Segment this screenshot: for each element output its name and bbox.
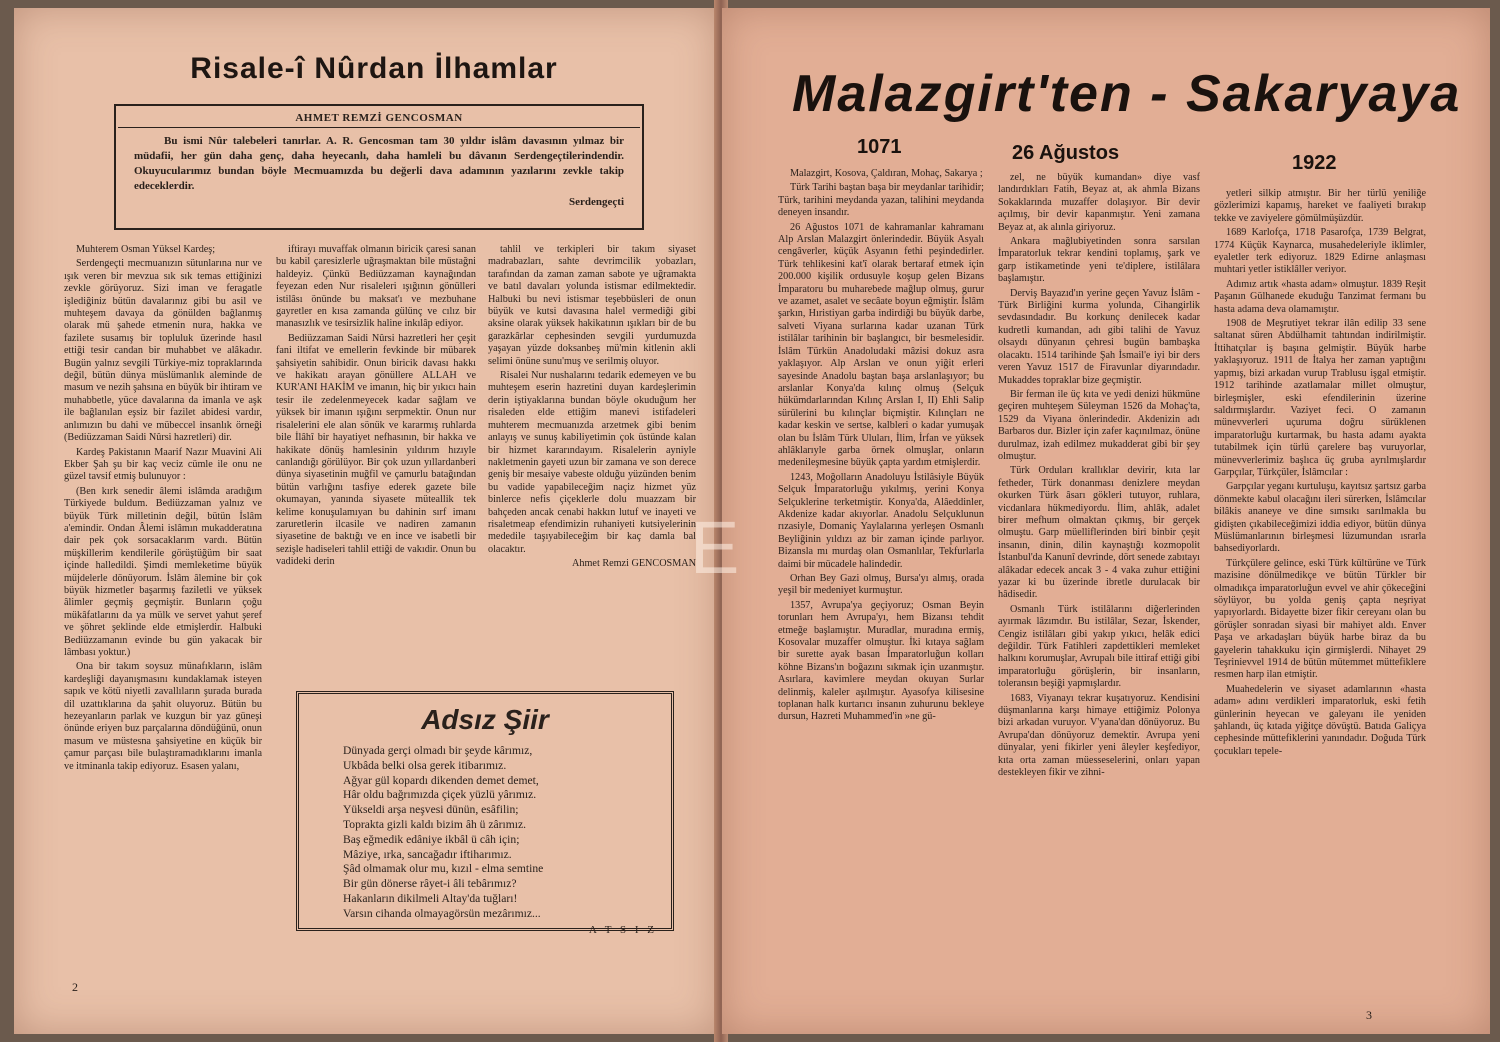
paragraph: (Ben kırk senedir âlemi islâmda aradığım Türkiyede buldum. Bediüzzaman yalnız ve büyük Türk milletinin değil, bütün İslâm a'emindir. Ondan Âlemi islâmın mukadderatına dair pek çok sorsacaklarım vardı. Bütün müşkillerim kendilerile görüştüğüm bir saat içinde halledildi. Şimdi memleketime büyük müjdelerle dönüyorum. İslâm âlemine bir çok büyük hizmetler başarmış faziletli ve yüksek âlimler geçmiş geçmiştir. Bunların çoğu mükâfatlarını da ya mülk ve servet yahut şeref ve şöhret şeklinde elde etmişlerdir. Halbuki Bediüzzamanın evinde bu gün yakacak bir lâmbası yoktur.) [64, 485, 262, 658]
paragraph: Kardeş Pakistanın Maarif Nazır Muavini Ali Ekber Şah şu bir kaç veciz cümle ile onu ne güzel tavsif etmiş bulunuyor : [64, 446, 262, 483]
paragraph: Muhterem Osman Yüksel Kardeş; [76, 244, 216, 255]
intro-signature: Serdengeçti [569, 196, 624, 208]
paragraph: Risalei Nur nushalarını tedarik edemeyen ve bu muhteşem eserin hazretini duyan kardeşlerimin derin iştiyaklarına bundan böyle okuduğum her risaleden elde ettiğim manevi istifadeleri muhterem mecmuanızda arzetmek gibi benim anlayış ve sunuş kabiliyetimin çok üstünde kalan bir hizmet kararındayım. Risalelerin ayniyle nakletmenin gayeti uzun bir zamana ve son derece geniş bir mesaiye vabeste olduğu yüzünden benim bu vadide yapabileceğim naçiz hizmet yüz binlerce nefis çiçeklerle dolu muazzam bir bahçeden ancak cenabi hakkın lutuf ve inayeti ve risaletmeap efendimizin ruhaniyeti kutsiyelerinin mededile taşıyabileceğim bir kaç damla bal olacaktır. [488, 370, 696, 555]
paragraph: Türkçülere gelince, eski Türk kültürüne ve Türk mazisine dönülmedikçe ve bütün Türkler bir olmadıkça imparatorluğun evvel ve ahir çökeceğini söylüyor, bu yolda geniş çapta neşriyat yapıyorlardı. Bidayette bizer fikir cereyanı olan bu görüşler sonradan siyasi bir mahiyet aldı. Enver Paşa ve arkadaşları büyük harbe biraz da bu gayelerin tahakkuku için girmişlerdi. Nihayet 29 Teşrinievvel 1914 de bütün mütemmet müttefiklere resmen harp ilan etmiştir. [1214, 557, 1426, 681]
intro-box [114, 104, 644, 230]
poem-line: Yükseldi arşa neşvesi dünün, esâfilin; [343, 803, 519, 817]
left-page [14, 8, 718, 1034]
paragraph: iftirayı muvaffak olmanın biricik çaresi sanan bu kabil çaresizlerle uğraşmaktan bile müstağni haldeyiz. Çünkü Bediüzzaman kaynağından feyezan eden Nur risaleleri ışığının gönülleri istilâsı önünde bu maksat'ı ve mezbuhane gayretler en kısa zamanda gülünç ve cılız bir manasızlık ve tesirsizlik haline inkılâp ediyor. [276, 244, 476, 330]
year-right: 1922 [1292, 152, 1337, 174]
page-number: 3 [1366, 1008, 1372, 1022]
right-page [722, 8, 1490, 1034]
poem-line: Varsın cihanda olmayagörsün mezârımız... [343, 906, 541, 920]
intro-text: Bu ismi Nûr talebeleri tanırlar. A. R. Gencosman tam 30 yıldır islâm davasının yılmaz bir müdafii, her gün daha genç, daha heyecanlı, daha hamleli bu dâvanın Serdengeçtilerindendir. Okuyucularımız bundan böyle Mecmuamızda bu değerli dava adamının yazılarını zevkle takip edeceklerdir. [134, 135, 624, 192]
poem-line: Hâr oldu bağrımızda çiçek yüzlü yârımız. [343, 788, 537, 802]
paragraph: Muahedelerin ve siyaset adamlarının «hasta adam» adını verdikleri imparatorluk, eski fetih günlerinin heyecan ve galeyanı ile yeniden şahlandı, üç kıtada yiğitçe dövüştü. Batıda Galiçya cephesinde müttefiklerini yanındadır. Doğuda Türk çocukları tepele- [1214, 683, 1426, 757]
date-center: 26 Ağustos [1012, 142, 1120, 164]
year-left: 1071 [857, 136, 902, 158]
paragraph: 1357, Avrupa'ya geçiyoruz; Osman Beyin torunları hem Avrupa'yı, hem Bizansı tehdit etmeğe başlamıştır. Muradlar, muradına ermiş, Kosovalar muzaffer olmuştur. İki kıtaya sağlam bir surette ayak basan İmparatorluğun kolları köhne Bizans'ın boğazını sıkmak için uzanmıştır. Asırlara, kavimlere meydan okuyan Surlar delinmiş, kaleler aşılmıştır. Ayasofya kilisesine toplanan halk kurtarıcı insanın zuhurunu bekleye dursun, Hazreti Muhammed'in »ne gü- [778, 599, 984, 723]
poem-line: Hakanların dikilmeli Altay'da tuğları! [343, 891, 518, 905]
paragraph: yetleri silkip atmıştır. Bir her türlü yeniliğe gözlerimizi kapamış, hareket ve faaliyeti bırakıp tekke ve zaviyelere gömülmüşüzdür. [1214, 188, 1426, 224]
intro-author: AHMET REMZİ GENCOSMAN [118, 112, 640, 128]
paragraph: Türk Tarihi baştan başa bir meydanlar tarihidir; Türk, tarihini meydanda yazan, talihini meydanda deneyen insandır. [778, 182, 984, 219]
paragraph: Garpçılar yeganı kurtuluşu, kayıtsız şartsız garba dönmekte kabul olacağını ileri sürerken, İslâmcılar bilâkis ananeye ve dine sımsıkı sarılmakla bu gidişten çıkabileceğimizi iddia ediyor, bütün dünya Müslümanlarının birleşmesi lüzumundan ısrarla bahsediyorlardı. [1214, 481, 1426, 555]
paragraph: 1683, Viyanayı tekrar kuşatıyoruz. Kendisini düşmanlarına karşı himaye ettiğimiz Polonya bizi arkadan vuruyor. V'yana'dan dönüyoruz. Bu Avrupa'dan dönüyoruz demektir. Avrupa yeni dünyalar, yeni fikirler yeni âleyler keşfediyor, kıta orta zaman müesseselerini, onları yapan destekleyen fikir ve zihni- [998, 692, 1200, 779]
poem-line: Ukbâda belki olsa gerek itibarımız. [343, 758, 507, 772]
paragraph: Orhan Bey Gazi olmuş, Bursa'yı almış, orada yeşil bir medeniyet kurmuştur. [778, 573, 984, 597]
paragraph: Adımız artık «hasta adam» olmuştur. 1839 Reşit Paşanın Gülhanede ekuduğu Tanzimat fermanı bu hasta adama deva olamamıştır. [1214, 278, 1426, 315]
left-column-3 [488, 244, 696, 680]
paragraph: 1243, Moğolların Anadoluyu İstilâsiyle Büyük Selçuk İmparatorluğu yıkılmış, yerini Konya Selçuklerine terketmiştir. Konya'da, Alâeddinler, Akdenize kadar akıyorlar. Anadolu Selçuklunun rızasiyle, Domaniç Yaylalarına yerleşen Osmanlı Beyliğinin yıldızı az bir zaman içinde parlıyor. Bizansla mı murdaş olan Osmanlılar, Tekfurlarla daimi bir mücadele halindedir. [778, 471, 984, 570]
right-column-2 [998, 172, 1200, 992]
poem-line: Baş eğmedik edâniye ikbâl ü câh için; [343, 832, 520, 846]
poem-line: Toprakta gizli kaldı bizim âh ü zârımız. [343, 817, 527, 831]
poem-line: Mâziye, ırka, sancağadır iftiharımız. [343, 847, 512, 861]
paragraph: Türk Orduları krallıklar devirir, kıta lar fetheder, Türk donanması denizlere meydan okurken Türk âsarı gökleri tutuyor, ruhlara, vicdanlara hükmediyordu. İlim, ahlâk, adalet birer mefhum olmaktan çıkmış, bir gerçek olmuştu. Garp müelliflerinden biri binbir çeşit insanın, dinin, dilin kaynaştığı kozmopolit İstanbul'da Kanunî devrinde, dört senede zabıtayı alâkadar edecek ancak 3 - 4 vaka zuhur ettiğini yazar ki bu üzerinde ibretle durulacak bir hâdisedir. [998, 465, 1200, 601]
left-column-2 [276, 244, 476, 680]
paragraph: zel, ne büyük kumandan» diye vasf landırdıkları Fatih, Beyaz at, ak ahmla Bizans Sokaklarında muzaffer dolaşıyor. Bir devir açılmış, bir devir kapanmıştır. Yeni zamana Beyaz at, ak alınla giriyoruz. [998, 172, 1200, 233]
column-signature: Ahmet Remzi GENCOSMAN [572, 558, 696, 570]
left-column-1 [64, 244, 262, 994]
right-column-3 [1214, 188, 1426, 998]
poem-title: Adsız Şiir [421, 704, 549, 735]
poem-box [296, 691, 674, 936]
paragraph: Malazgirt, Kosova, Çaldıran, Mohaç, Sakarya ; [790, 168, 983, 179]
paragraph: Bediüzzaman Saidi Nûrsi hazretleri her çeşit fani iltifat ve emellerin fevkinde bir mübarek şahsiyetin sahibidir. Onun biricik davası hakkı ve hakikatı arayan gönüllere ALLAH ve KUR'ANI HAKİM ve imanın, hiç bir yıkıcı hain tesir ile zedelenmeyecek kadar sağlam ve yüksek bir imanın ışığını serpmektir. Onun nur risalelerini ele alan sönük ve kararmış ruhlarda bile İlâhî bir hayatiyet nefhasının, bir hakka ve hakikate dönüş hamlesinin yıldırım hızıyle canlandığı görülüyor. Bir çok uzun yıllardanberi dünya siyasetinin muğfil ve çamurlu batağından bütün varlığını tasfiye ederek gazete bile okumayan, yanında siyasete müteallik tek kelime konuşulamıyan bu dahinin sırf imanı zaruretlerin ilcasile ve nadiren zamanın siyasetine de baktığı ve en ince ve isabetli bir sezişle hadiseleri tahlil ettiği de vakıdir. Onun bu vadideki derin [276, 332, 476, 568]
watermark: E [690, 506, 748, 589]
paragraph: Ankara mağlubiyetinden sonra sarsılan İmparatorluk tekrar kendini toplamış, şark ve garp istikametinde yeni te'diplere, istilâlara başlamıştır. [998, 236, 1200, 285]
paragraph: Serdengeçti mecmuanızın sütunlarına nur ve ışık veren bir mevzua sık sık temas ettiğinizi zevkle görüyoruz. Sizi iman ve feragatle işlediğiniz bütün davalarınız gibi bu asil ve muhteşem davaya da gönülden bağlanmış olarak mü şahede etmenin nura, hakka ve fazilete susamış bir topluluk üzerinde hasıl ettiği tesir candan bir muhabbet ve alâkadır. Bugün yalnız sevgili Türkiye-miz topraklarında değil, bütün dünya müslümanlık aleminde de masum ve nezih şahsına en büyük bir ihtiram ve muhabbetle, yüce davalarına da imanla ve aşk ile bağlanılan eşsiz bir fazilet abidesi vardır, anlımızın bu dahi ve mübeccel insanlık örneği (Bediüzzaman Saidi Nûrsi hazretleri) dir. [64, 258, 262, 444]
right-column-1 [778, 168, 984, 988]
paragraph: Derviş Bayazıd'ın yerine geçen Yavuz İslâm - Türk Birliğini kurma yolunda, Cihangirlik sevdasındadır. Bu korkunç denilecek kadar kudretli kumandan, adı gibi talihi de Yavuz olsaydı dünyanın çehresi bugün bambaşka olacaktı. 1514 tarihinde Şah İsmail'e iyi bir ders veren Yavuz 1517 de Firavunlar diyarındadır. Mukaddes topraklar bize geçmiştir. [998, 287, 1200, 386]
paragraph: Ona bir takım soysuz münafıkların, islâm kardeşliği dayanışmasını kundaklamak isteyen sapık ve kötü niyetli zavallıların şurada burada dil uzattıklarına da şahit oluyoruz. Bütün bu hezeyanların parlak ve kuzgun bir yaz güneşi önünde eriyen buz parçalarına döndüğünü, onun masum ve müstesna şahsiyetine en küçük bir çamur parçası bile bulaştıramadıklarını imanla ve itminanla takip ediyoruz. Esasen yalanı, [64, 661, 262, 772]
page-number: 2 [72, 980, 78, 994]
paragraph: Bir ferman ile üç kıta ve yedi denizi hükmüne geçiren muhteşem Süleyman 1526 da Mohaç'ta, 1529 da Viyana önlerindedir. Akdenizin adı Barbaros dur. Bizler için zafer kaçınılmaz, önüne durulmaz, izah edilmez mukadderat gibi bir şey olmuştur. [998, 388, 1200, 462]
poem-author: A T S I Z [588, 923, 657, 936]
paragraph: 1908 de Meşrutiyet tekrar ilân edilip 33 sene saltanat süren Abdülhamit tahtından indirilmiştir. İttihatçılar iş başına gelmiştir. Büyük harbe yaklaşıyoruz. 1911 de İtalya her zaman yaptığını yapmış, bizi arkadan vurup Trablusu işgal etmiştir. 1912 tarihinde azatlamalar millet olmuştur, birleşmişler, eski efendilerinin üzerine saldırmışlardır. Vaziyet feci. O zamanın münevverleri uçuruma doğru sürüklenen imparatorluğu kurtarmak, bu hasta adamı ayakta tutabilmek için türlü çarelere baş vuruyorlar, münevverlerimiz başlıca üç gruba ayrılmışlardır Garpçılar, Türkçüler, İslâmcılar : [1214, 318, 1426, 478]
poem-line: Dünyada gerçi olmadı bir şeyde kârımız, [343, 744, 533, 757]
left-page-title: Risale-î Nûrdan İlhamlar [190, 52, 558, 85]
right-page-title: Malazgirt'ten - Sakaryaya [792, 65, 1462, 123]
paragraph: tahlil ve terkipleri bir takım siyaset madrabazları, sahte devrimcilik yobazları, tarafından da zaman zaman sabote ye uğramakta ve batıl davaları yolunda istismar edilmektedir. Halbuki bu nevi istismar teşebbüsleri de onun büyük ve kutsi davasına halel vermediği gibi aksine olarak yüksek hakikatının ışıkları bir de bu garazkârlar cephesinden sevgili yurdumuzda yaşayan yüzde doksanbeş mü'min kitlenin akli selimi önüne sunu'muş ve serilmiş oluyor. [488, 244, 696, 367]
paragraph: 1689 Karlofça, 1718 Pasarofça, 1739 Belgrat, 1774 Küçük Kaynarca, musahedeleriyle iklimler, eyaletler terk ediyoruz. 1829 Edirne anlaşması muhtari yetler istiklâller veriyor. [1214, 227, 1426, 276]
paragraph: 26 Ağustos 1071 de kahramanlar kahramanı Alp Arslan Malazgirt önlerindedir. Büyük Asyalı cengâverler, küçük Asyanın fethi peşindedirler. Türk tehlikesini kat'î olarak bertaraf etmek için 200.000 kişilik ordusuyle koşup gelen Bizans İmparatoru bu muharebede mağlup olmuş, gurur ve azamet, asalet ve secâate boyun eğmiştir. İslâm şarkın, Hıristiyan garba indirdiği bu büyük darbe, salveti Viyana surlarına kadar uzanan Türk istilâlar tarihinin bir başlangıcı, bir besmelesidir. İslâm Türkün Anadoludaki mâzisi dokuz asra yaklaşıyor. Alp Arslan ve onun yiğit erleri sayesinde Anadolu baştan başa arslanlaşıyor; bu arslanlar Konya'da kılınç olmuş (Selçuk hükümdarlarından Kılınç Arslan I, II) Ehli Salip sürülerini bu kılınçlar biçmiştir. Kılınçları ne kadar keskin ve sertse, kalbleri o kadar yumuşak olan bu İslâm Türk Uluları, İlim, İrfan ve yüksek ahlâklarıyle garba örnek olmuşlar, onların medenileşmesine büyük çapta yardım etmişlerdir. [778, 221, 984, 469]
poem-line: Ağyar gül kopardı dikenden demet demet, [343, 773, 539, 787]
paragraph: Osmanlı Türk istilâlarını diğerlerinden ayırmak lâzımdır. Bu istilâlar, Sezar, İskender, Cengiz istilâları gibi yakıp yıkıcı, helâk edici değildir. Türk Fatihleri zapdettikleri memleket halkını korumuşlar, Avrupalı bile ittiraf ettiği gibi imparatorluğu görüşlerin, bir insanların, toleransın beşiği yapmışlardır. [998, 603, 1200, 690]
poem-line: Bir gün dönerse râyet-i âli tebârımız? [343, 877, 517, 891]
poem-line: Şâd olmamak olur mu, kızıl - elma semtine [343, 862, 544, 876]
